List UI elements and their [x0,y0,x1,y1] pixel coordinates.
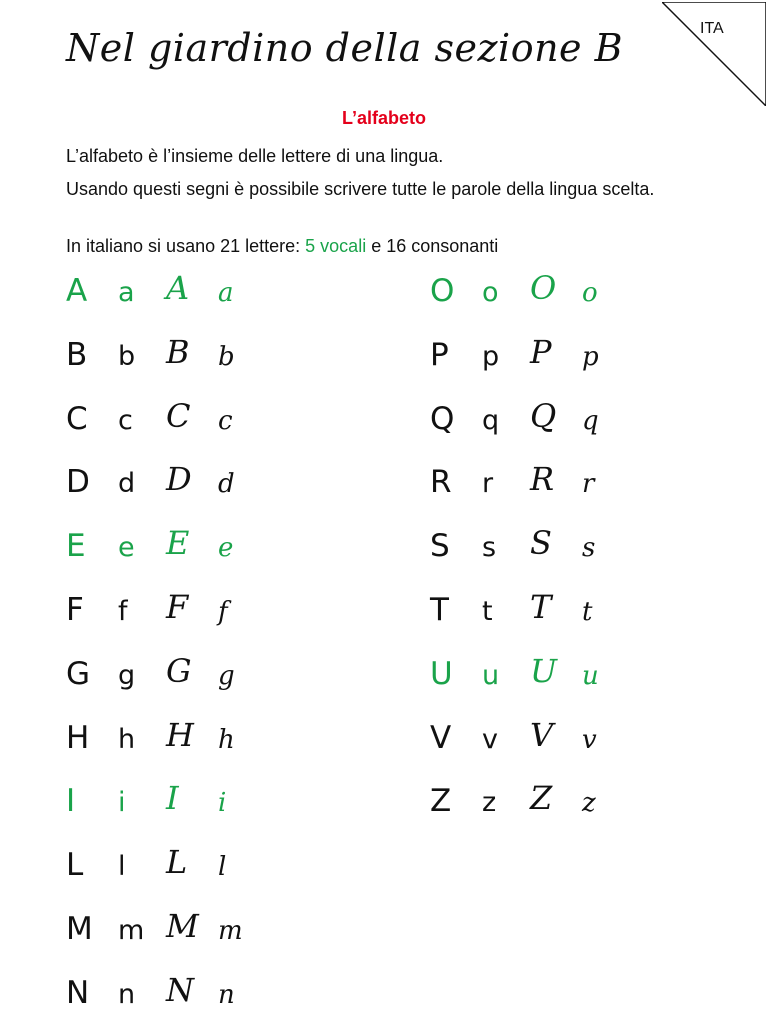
print-lowercase-letter: b [118,341,136,372]
cursive-lowercase-letter: h [218,725,235,755]
print-uppercase-letter: B [66,337,88,373]
letter-count-text-end: e 16 consonanti [366,236,499,256]
cursive-lowercase-letter: c [218,406,233,436]
usage-paragraph: Usando questi segni è possibile scrivere tutte le parole della lingua scelta. [66,179,655,199]
print-lowercase-letter: z [482,787,497,818]
cursive-uppercase-letter: M [166,907,199,945]
page-title: Nel giardino della sezione B [66,26,624,70]
print-uppercase-letter: C [66,401,88,437]
print-lowercase-letter: f [118,596,128,627]
print-lowercase-letter: g [118,660,136,691]
cursive-lowercase-letter: a [218,278,234,308]
cursive-uppercase-letter: N [166,971,194,1009]
cursive-lowercase-letter: p [582,342,599,372]
print-uppercase-letter: Z [430,783,452,819]
cursive-uppercase-letter: Q [530,397,557,435]
print-uppercase-letter: I [66,783,76,819]
language-corner-badge [662,2,766,106]
print-uppercase-letter: N [66,975,90,1011]
cursive-lowercase-letter: e [218,533,234,563]
letter-row [430,588,730,655]
cursive-uppercase-letter: Z [530,779,553,817]
letter-row [430,460,730,527]
letter-count-text-start: In italiano si usano 21 lettere: [66,236,306,256]
letter-row [430,397,730,464]
print-lowercase-letter: e [118,532,135,563]
print-lowercase-letter: l [118,851,126,882]
cursive-lowercase-letter: z [582,788,596,818]
cursive-uppercase-letter: V [530,716,554,754]
print-lowercase-letter: d [118,468,136,499]
print-lowercase-letter: t [482,596,493,627]
cursive-lowercase-letter: r [582,469,595,499]
print-lowercase-letter: s [482,532,497,563]
cursive-lowercase-letter: o [582,278,598,308]
letter-count-paragraph [66,235,706,257]
cursive-uppercase-letter: I [166,779,179,817]
cursive-lowercase-letter: u [582,661,599,691]
section-heading: L’alfabeto [341,108,426,128]
cursive-uppercase-letter: G [166,652,192,690]
cursive-uppercase-letter: R [530,460,555,498]
print-uppercase-letter: T [430,592,449,628]
print-lowercase-letter: c [118,405,133,436]
letter-row [66,269,366,336]
cursive-lowercase-letter: m [218,916,243,946]
intro-paragraph: L’alfabeto è l’insieme delle lettere di una lingua. [66,146,444,166]
letter-row [430,333,730,400]
print-uppercase-letter: O [430,273,455,309]
letter-row [430,524,730,591]
print-uppercase-letter: L [66,847,84,883]
letter-row [66,716,366,783]
letter-row [430,269,730,336]
print-lowercase-letter: i [118,787,126,818]
cursive-lowercase-letter: g [218,661,235,691]
print-lowercase-letter: m [118,915,145,946]
letter-row [66,588,366,655]
letter-row [430,652,730,719]
letter-row [66,652,366,719]
print-uppercase-letter: A [66,273,88,309]
cursive-lowercase-letter: s [582,533,596,563]
cursive-lowercase-letter: i [218,788,227,818]
print-lowercase-letter: q [482,405,500,436]
cursive-lowercase-letter: v [582,725,597,755]
cursive-lowercase-letter: q [582,406,599,436]
cursive-uppercase-letter: C [166,397,191,435]
cursive-lowercase-letter: t [582,597,593,627]
cursive-uppercase-letter: P [530,333,552,371]
print-lowercase-letter: u [482,660,500,691]
print-uppercase-letter: Q [430,401,455,437]
letter-row [66,524,366,591]
print-lowercase-letter: v [482,724,498,755]
cursive-lowercase-letter: n [218,980,235,1010]
letter-row [66,843,366,910]
cursive-lowercase-letter: d [218,469,235,499]
cursive-uppercase-letter: E [166,524,190,562]
cursive-uppercase-letter: F [166,588,189,626]
letter-row [66,397,366,464]
cursive-uppercase-letter: T [530,588,552,626]
letter-row [66,333,366,400]
cursive-uppercase-letter: A [166,269,190,307]
cursive-uppercase-letter: L [166,843,188,881]
cursive-uppercase-letter: U [530,652,557,690]
letter-row [66,971,366,1024]
cursive-uppercase-letter: O [530,269,557,307]
letter-row [430,716,730,783]
print-uppercase-letter: D [66,464,90,500]
print-lowercase-letter: p [482,341,500,372]
cursive-uppercase-letter: D [166,460,192,498]
cursive-uppercase-letter: B [166,333,190,371]
print-uppercase-letter: R [430,464,452,500]
print-uppercase-letter: G [66,656,91,692]
cursive-lowercase-letter: f [218,597,228,627]
letter-row [430,779,730,846]
print-uppercase-letter: P [430,337,449,373]
cursive-lowercase-letter: b [218,342,235,372]
cursive-uppercase-letter: H [166,716,194,754]
print-lowercase-letter: o [482,277,499,308]
cursive-lowercase-letter: l [218,852,227,882]
print-uppercase-letter: V [430,720,452,756]
print-uppercase-letter: E [66,528,86,564]
corner-triangle-shape [662,2,766,106]
print-uppercase-letter: U [430,656,453,692]
print-lowercase-letter: h [118,724,136,755]
letter-row [66,779,366,846]
print-lowercase-letter: n [118,979,136,1010]
print-lowercase-letter: r [482,468,494,499]
print-lowercase-letter: a [118,277,135,308]
vowel-count-text: 5 vocali [305,236,367,256]
print-uppercase-letter: H [66,720,90,756]
print-uppercase-letter: M [66,911,93,947]
print-uppercase-letter: F [66,592,84,628]
print-uppercase-letter: S [430,528,450,564]
letter-row [66,907,366,974]
language-label: ITA [700,20,724,37]
cursive-uppercase-letter: S [530,524,552,562]
letter-row [66,460,366,527]
